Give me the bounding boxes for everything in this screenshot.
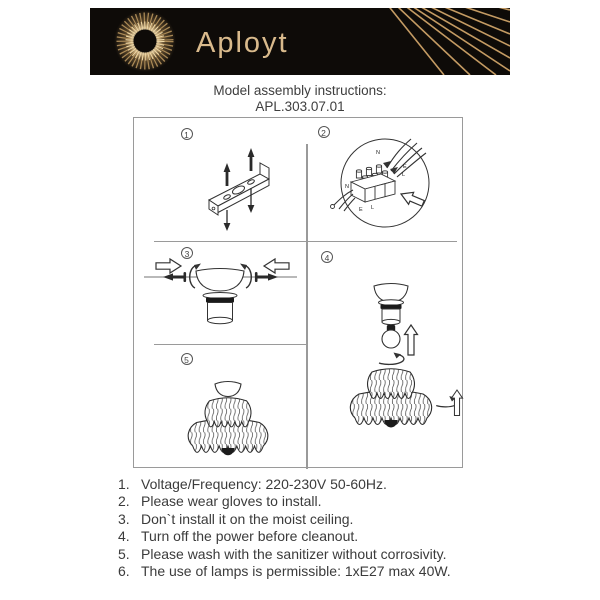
side-screw-right-icon <box>255 272 278 282</box>
brand-name: Aployt <box>196 27 289 59</box>
pleated-shade <box>188 398 268 456</box>
step-5-number: 5 <box>181 353 193 365</box>
list-item <box>118 528 518 545</box>
model-number: APL.303.07.01 <box>255 99 345 114</box>
step-2-illustration <box>307 118 464 241</box>
step-1-illustration <box>134 118 307 241</box>
ceiling-canopy <box>196 269 244 324</box>
list-item <box>118 546 518 563</box>
mounting-bracket <box>209 163 269 215</box>
item-number: 1. <box>118 476 130 492</box>
list-item <box>118 563 518 580</box>
list-item <box>118 476 518 493</box>
wire-label-l-top: L <box>402 172 406 178</box>
item-text: Voltage/Frequency: 220-230V 50-60Hz. <box>141 476 387 492</box>
starburst-logo-icon <box>113 9 177 73</box>
instruction-list <box>118 476 518 580</box>
step-2-number: 2 <box>318 126 330 138</box>
step-1-number: 1 <box>181 128 193 140</box>
shade-up-arrow-icon <box>451 390 462 416</box>
step-3-number: 3 <box>181 247 193 259</box>
rotate-bulb-arrow-icon <box>379 353 404 365</box>
wire-label-l-bottom: L <box>371 205 375 211</box>
wire-label-e-bottom: E <box>359 207 363 213</box>
ceiling-cup <box>215 382 241 397</box>
list-item <box>118 511 518 528</box>
step-4-number: 4 <box>321 251 333 263</box>
push-arrow-right-icon <box>264 259 289 273</box>
item-number: 2. <box>118 493 130 510</box>
light-bulb <box>382 325 400 348</box>
wire-label-n-bottom: N <box>345 184 349 190</box>
push-arrow-left-icon <box>156 259 181 273</box>
brand-banner <box>90 8 510 75</box>
step-5-illustration <box>134 344 307 469</box>
item-text: Turn off the power before cleanout. <box>141 528 359 545</box>
pleated-shade <box>350 369 431 428</box>
item-text: The use of lamps is permissible: 1xE27 max 40W. <box>141 563 451 580</box>
item-number: 3. <box>118 510 130 527</box>
wire-label-n-top: N <box>376 150 380 156</box>
item-text: Please wash with the sanitizer without corrosivity. <box>141 545 447 562</box>
list-item <box>118 493 518 510</box>
item-number: 4. <box>118 528 130 545</box>
step-3-illustration <box>134 241 307 344</box>
item-text: Don`t install it on the moist ceiling. <box>141 510 354 527</box>
ceiling-cup <box>374 284 408 325</box>
page-title: Model assembly instructions: <box>213 83 387 98</box>
assembly-diagram <box>133 117 463 468</box>
item-number: 6. <box>118 563 130 580</box>
wire-label-e-top: E <box>403 164 407 170</box>
insert-up-arrow-icon <box>405 325 418 355</box>
banner-rays-decoration <box>360 8 510 75</box>
item-text: Please wear gloves to install. <box>141 493 322 510</box>
step-4-illustration <box>307 241 464 469</box>
side-screw-left-icon <box>163 272 186 282</box>
item-number: 5. <box>118 545 130 562</box>
